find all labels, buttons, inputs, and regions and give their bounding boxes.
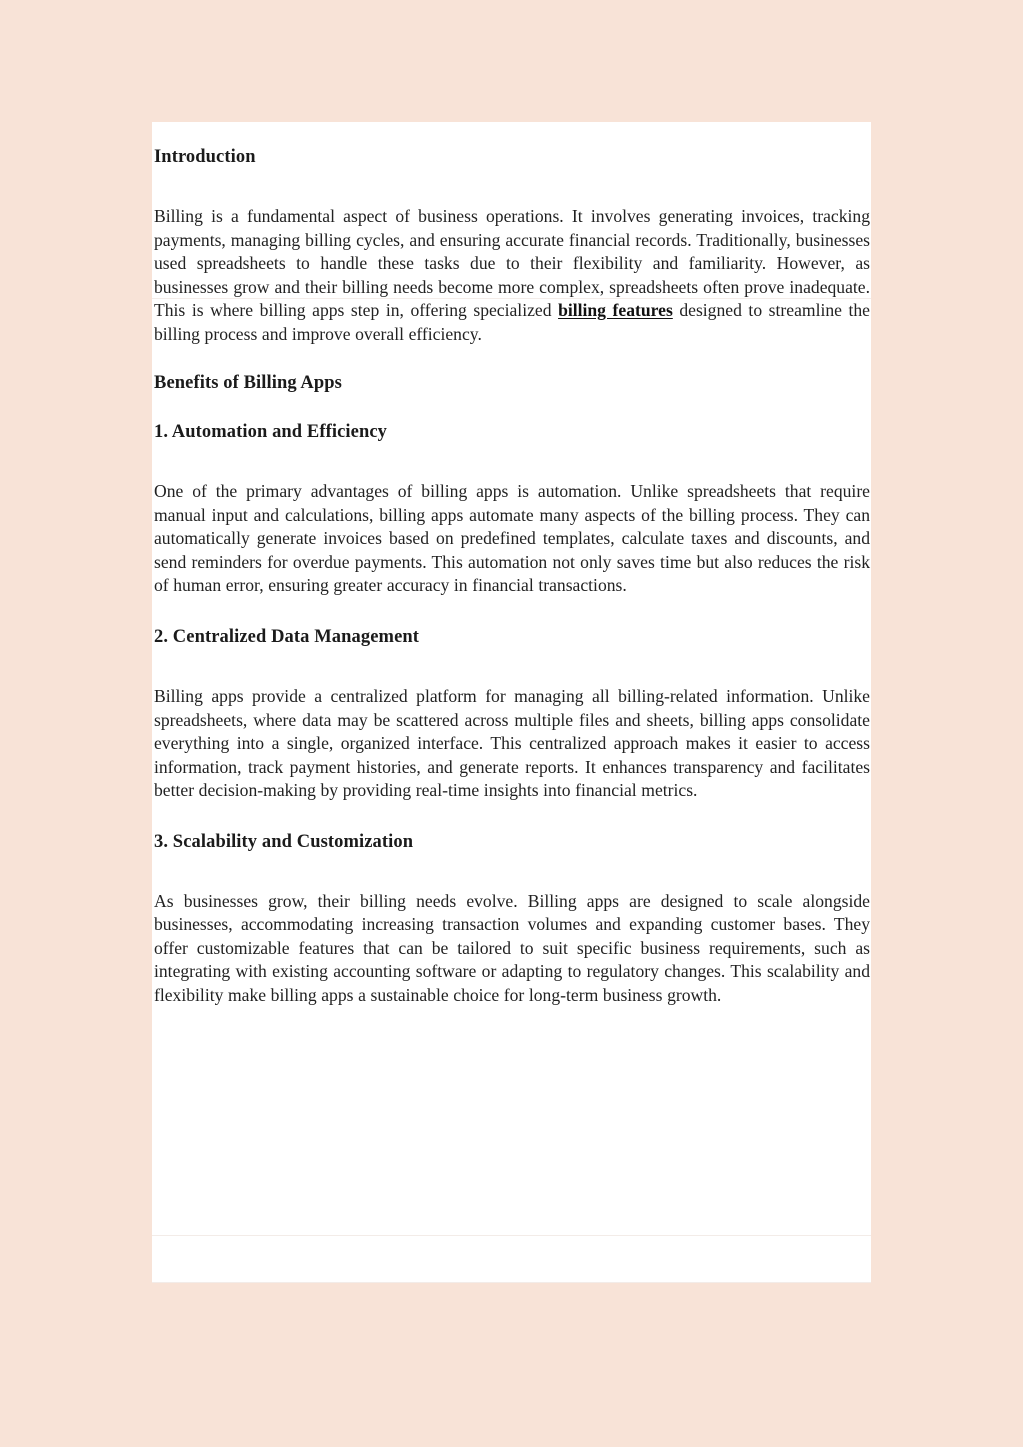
section-heading-scalability: 3. Scalability and Customization (154, 831, 414, 852)
section-heading-centralized-data: 2. Centralized Data Management (154, 626, 420, 647)
spacer-after-scalability-heading (154, 854, 870, 890)
billing-features-link[interactable]: billing features (558, 300, 673, 321)
document-sheet (152, 122, 871, 1282)
section-heading-benefits: Benefits of Billing Apps (154, 373, 342, 394)
spacer-before-scalability-heading (154, 803, 870, 831)
spacer-after-centralized-heading (154, 649, 870, 685)
paragraph-introduction-text-tail: designed to streamline the billing process and improve overall efficiency. (154, 300, 870, 344)
paragraph-introduction (154, 205, 870, 346)
paragraph-automation: One of the primary advantages of billing apps is automation. Unlike spreadsheets that require manual input and calculations, billing apps automate many aspects of the billing process. They can automatically generate invoices based on predefined templates, calculate taxes and discounts, and send reminders for overdue payments. This automation not only saves time but also reduces the risk of human error, ensuring greater accuracy in financial transactions. (154, 481, 870, 596)
spacer-after-introduction-heading (154, 169, 870, 205)
spacer-after-benefits-heading (154, 395, 870, 421)
spacer-before-benefits-heading (154, 346, 870, 372)
section-heading-automation: 1. Automation and Efficiency (154, 422, 388, 443)
document-body (154, 122, 870, 1007)
paragraph-introduction-text-lead: Billing is a fundamental aspect of business operations. It involves generating invoices, tracking payments, managing billing cycles, and ensuring accurate financial records. Traditionally, businesses used spreadsheets to handle these tasks due to their flexibility and familiarity. However, as businesses grow and their billing needs become more complex, spreadsheets often prove inadequate. This is where billing apps step in, offering specialized (154, 206, 870, 321)
separator-rule-bottom (152, 1282, 871, 1283)
paragraph-scalability: As businesses grow, their billing needs evolve. Billing apps are designed to scale alongside businesses, accommodating increasing transaction volumes and expanding customer bases. They offer customizable features that can be tailored to suit specific business requirements, such as integrating with existing accounting software or adapting to regulatory changes. This scalability and flexibility make billing apps a sustainable choice for long-term business growth. (154, 890, 870, 1005)
section-heading-introduction: Introduction (154, 147, 256, 167)
spacer-after-automation-heading (154, 444, 870, 480)
separator-rule-lower (152, 1235, 871, 1236)
spacer-before-centralized-heading (154, 598, 870, 626)
spacer-top (154, 122, 870, 146)
paragraph-centralized-data: Billing apps provide a centralized platform for managing all billing-related information. Unlike spreadsheets, where data may be scattered across multiple files and sheets, billing apps consolidate everything into a single, organized interface. This centralized approach makes it easier to access information, track payment histories, and generate reports. It enhances transparency and facilitates better decision-making by providing real-time insights into financial metrics. (154, 686, 870, 800)
